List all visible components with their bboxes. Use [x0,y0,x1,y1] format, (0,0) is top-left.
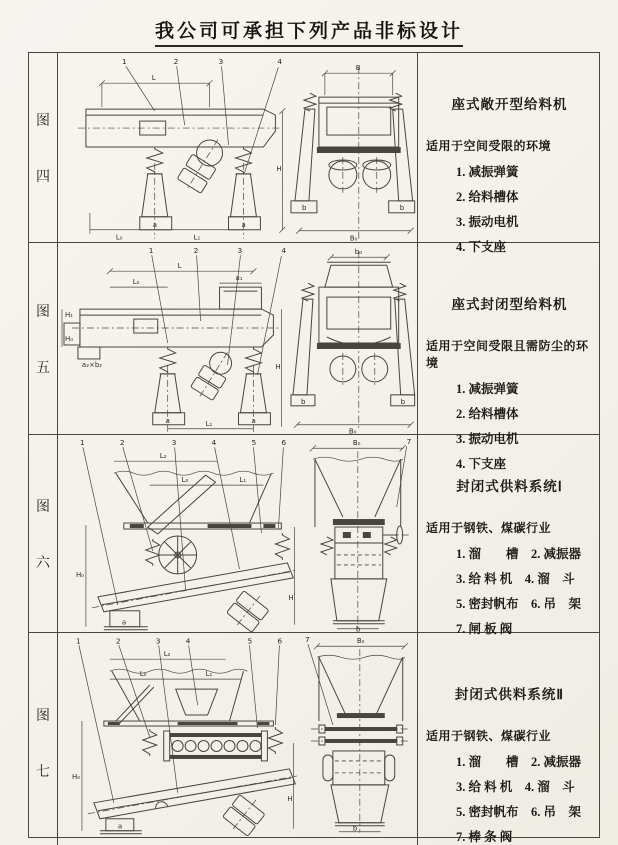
vibration-motor-glyph [174,132,229,198]
figure-7-description [418,633,599,845]
part-item: 5. 密封帆布 6. 吊 架 [456,805,582,819]
part-item: 3. 给 料 机 4. 溜 斗 [456,572,575,586]
figure-4-description [418,53,599,254]
dim-H: H [288,593,294,602]
figure-label-7 [29,633,58,845]
parts-list [426,752,593,845]
bar-valve-front-glyph [311,725,411,745]
bar-grate-valve-glyph [164,731,268,761]
dim-L2: L₂ [159,452,167,461]
dim-B: B [356,64,361,73]
application-note: 适用于空间受限且需防尘的环境 [426,339,589,370]
product-title: 封闭式供料系统Ⅰ [456,479,563,494]
dim-a: a [121,618,127,627]
figure-label-4 [29,53,58,243]
parts-list [426,544,593,637]
figure-5-front-view-drawing [287,243,417,435]
callout-3: 3 [218,57,224,67]
dim-L0: L₀ [139,670,147,679]
part-item: 2. 给料槽体 [456,407,519,421]
dim-L2: L₂ [163,650,171,659]
callout-7: 7 [407,437,412,447]
figure-4-front-view-drawing [287,53,417,243]
dim-b-right: b [400,203,405,212]
figure-label-6 [29,435,58,633]
callout-4: 4 [281,246,287,256]
part-item: 3. 振动电机 [456,215,519,229]
figure-label-5 [29,243,58,435]
callout-1: 1 [75,636,81,646]
dim-b0: b₀ [355,248,363,257]
dim-L: L [177,262,182,271]
figure-4-drawings [58,53,418,243]
callout-4: 4 [277,57,283,67]
figure-6-side-view-drawing [58,435,297,633]
callout-4: 4 [211,438,217,448]
callout-1: 1 [79,438,85,448]
figure-5-side-view-drawing [58,243,287,435]
dim-B0: B₀ [350,234,358,243]
callout-2: 2 [173,57,179,67]
product-title: 座式封闭型给料机 [451,297,568,312]
application-note: 适用于空间受限的环境 [426,139,552,153]
dim-H: H [275,362,281,371]
figure-number: 六 [36,555,50,571]
vibration-motor-glyph [223,586,273,633]
figure-char: 图 [36,708,50,724]
part-item: 1. 溜 槽 2. 减振器 [456,755,582,769]
dim-a1: a₁ [235,274,243,283]
application-note: 适用于钢铁、煤碳行业 [426,729,552,743]
application-note: 适用于钢铁、煤碳行业 [426,521,552,535]
dim-a2b2: a₂×b₂ [81,360,103,369]
figure-7-side-view-drawing [58,633,297,837]
part-item: 2. 给料槽体 [456,190,519,204]
product-table [28,52,600,844]
dim-H1: H₁ [64,311,74,320]
dim-a: a [117,822,123,831]
page-title-text: 我公司可承担下列产品非标设计 [155,21,463,47]
part-item: 1. 减振弹簧 [456,382,519,396]
dim-a-left: a [165,416,170,425]
part-item: 1. 减振弹簧 [456,165,519,179]
dim-L: L [151,74,156,83]
dim-b: b [356,625,361,633]
figure-char: 图 [36,304,50,320]
part-item: 3. 给 料 机 4. 溜 斗 [456,780,575,794]
figure-6-drawings [58,435,418,633]
figure-number: 四 [36,169,50,185]
callout-3: 3 [155,636,161,646]
callout-1: 1 [121,57,127,67]
dim-H0: H₀ [64,334,74,343]
page-title [0,16,618,43]
figure-5-drawings [58,243,418,435]
dim-H: H [287,794,293,803]
dim-L0: L₀ [115,233,123,242]
part-item: 4. 下支座 [456,457,507,471]
figure-4-side-view-drawing [58,53,287,243]
callout-6: 6 [277,636,283,646]
dim-b-left: b [301,397,306,406]
figure-6-front-view-drawing [297,435,417,633]
callout-3: 3 [237,246,243,256]
part-item: 4. 下支座 [456,240,507,254]
dim-b: b [353,824,358,833]
dim-a-right: a [251,416,256,425]
figure-6-description [418,435,599,636]
callout-7: 7 [305,635,311,645]
figure-char: 图 [36,113,50,129]
dim-L0: L₀ [132,278,140,287]
product-title: 封闭式供料系统Ⅱ [454,687,565,702]
callout-5: 5 [247,636,253,646]
callout-4: 4 [185,636,191,646]
callout-3: 3 [171,438,177,448]
figure-7-drawings [58,633,418,845]
dim-H0: H₀ [71,772,81,781]
callout-6: 6 [281,438,287,448]
dim-b-right: b [401,397,406,406]
dim-B0: B₀ [349,427,357,435]
parts-list [426,162,593,255]
figure-number: 五 [36,360,50,376]
figure-5-description [418,243,599,471]
callout-5: 5 [251,438,257,448]
dim-H: H [276,164,282,173]
dim-L1: L₁ [193,233,201,242]
part-item: 1. 溜 槽 2. 减振器 [456,547,582,561]
dim-a-left: a [152,220,158,229]
vibration-motor-glyph [188,345,238,404]
figure-number: 七 [36,764,50,780]
dim-H0: H₀ [75,570,84,579]
dim-B0: B₀ [357,637,365,646]
callout-2: 2 [119,438,125,448]
product-title: 座式敞开型给料机 [451,97,568,112]
dim-B0: B₀ [353,439,361,448]
part-item: 7. 闸 板 阀 [456,622,513,636]
dim-L1: L₁ [205,419,213,428]
part-item: 7. 棒 条 阀 [456,830,513,844]
part-item: 5. 密封帆布 6. 吊 架 [456,597,582,611]
figure-7-front-view-drawing [297,633,417,837]
vibration-motor-glyph [219,790,269,837]
dim-L1: L₁ [239,476,247,485]
part-item: 3. 振动电机 [456,432,519,446]
dim-a-right: a [241,220,246,229]
figure-char: 图 [36,499,50,515]
callout-1: 1 [148,246,154,256]
callout-2: 2 [193,246,199,256]
callout-2: 2 [115,636,121,646]
dim-L0: L₀ [181,476,189,485]
dim-b-left: b [302,203,307,212]
dim-L1: L₁ [205,670,213,679]
